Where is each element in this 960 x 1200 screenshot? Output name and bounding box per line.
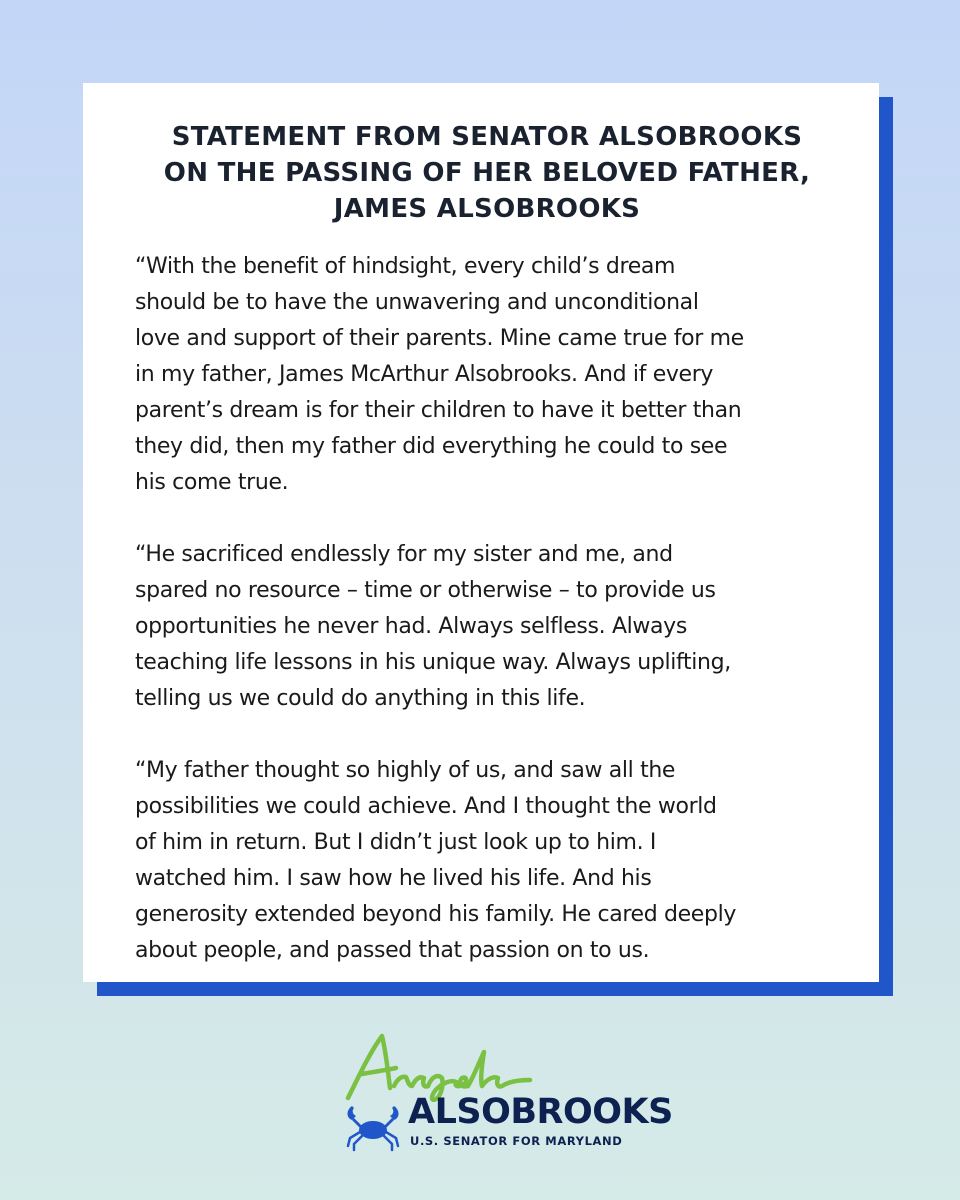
paragraph bbox=[135, 249, 839, 501]
paragraph bbox=[135, 753, 839, 969]
logo-subtitle: U.S. SENATOR FOR MARYLAND bbox=[410, 1134, 623, 1148]
senator-logo bbox=[336, 1030, 673, 1160]
crab-icon bbox=[344, 1100, 402, 1152]
paragraph-line: spared no resource – time or otherwise – to provide us bbox=[135, 578, 716, 603]
logo-name: ALSOBROOKS bbox=[408, 1092, 673, 1132]
paragraph-line: love and support of their parents. Mine came true for me bbox=[135, 326, 744, 351]
paragraph-line: opportunities he never had. Always selfless. Always bbox=[135, 614, 687, 639]
statement-title bbox=[135, 119, 839, 227]
title-line: JAMES ALSOBROOKS bbox=[333, 194, 641, 224]
paragraph-line: parent’s dream is for their children to have it better than bbox=[135, 398, 742, 423]
paragraph-line: generosity extended beyond his family. He cared deeply bbox=[135, 902, 737, 927]
title-line: ON THE PASSING OF HER BELOVED FATHER, bbox=[163, 158, 811, 188]
paragraph bbox=[135, 537, 839, 717]
paragraph-line: should be to have the unwavering and unconditional bbox=[135, 290, 699, 315]
paragraph-line: “My father thought so highly of us, and saw all the bbox=[135, 758, 676, 783]
paragraph-line: in my father, James McArthur Alsobrooks. And if every bbox=[135, 362, 714, 387]
paragraph-line: possibilities we could achieve. And I thought the world bbox=[135, 794, 717, 819]
paragraph-line: teaching life lessons in his unique way. Always uplifting, bbox=[135, 650, 731, 675]
paragraph-line: watched him. I saw how he lived his life. And his bbox=[135, 866, 652, 891]
paragraph-line: telling us we could do anything in this life. bbox=[135, 686, 586, 711]
paragraph-line: his come true. bbox=[135, 470, 289, 495]
title-line: STATEMENT FROM SENATOR ALSOBROOKS bbox=[171, 122, 803, 152]
paragraph-line: about people, and passed that passion on to us. bbox=[135, 938, 650, 963]
statement-card bbox=[83, 83, 879, 982]
statement-body bbox=[135, 249, 839, 969]
paragraph-line: “With the benefit of hindsight, every child’s dream bbox=[135, 254, 676, 279]
paragraph-line: of him in return. But I didn’t just look up to him. I bbox=[135, 830, 657, 855]
paragraph-line: they did, then my father did everything he could to see bbox=[135, 434, 728, 459]
paragraph-line: “He sacrificed endlessly for my sister and me, and bbox=[135, 542, 673, 567]
